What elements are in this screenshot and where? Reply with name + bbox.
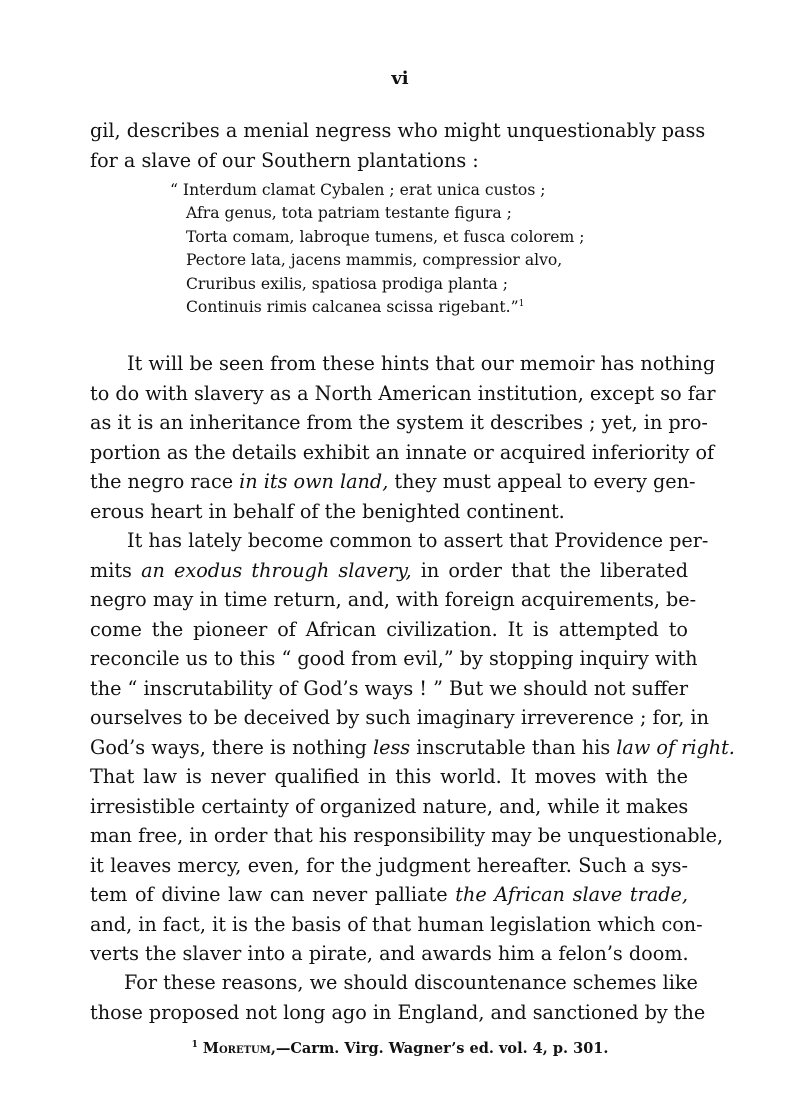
- italic-phrase: law of right.: [616, 735, 735, 759]
- italic-phrase: an exodus through slavery,: [141, 558, 412, 582]
- text-line: reconcile us to this “ good from evil,” by stopping inquiry with: [90, 647, 698, 670]
- text-line: to do with slavery as a North American institution, except so far: [90, 381, 716, 405]
- text-line: come the pioneer of African civilization. It is attempted to: [90, 617, 688, 641]
- italic-phrase: less: [372, 735, 411, 759]
- text-line: For these reasons, we should discountenance schemes like: [124, 971, 698, 994]
- text-line: It will be seen from these hints that our memoir has nothing: [127, 352, 716, 375]
- text-line: ourselves to be deceived by such imaginary irreverence ; for, in: [90, 706, 709, 729]
- footnote-source: Moretum,: [202, 1040, 276, 1057]
- text-run: mits: [90, 558, 142, 582]
- text-line: as it is an inheritance from the system it describes ; yet, in pro-: [90, 411, 708, 434]
- italic-phrase: the African slave trade,: [455, 883, 688, 906]
- paragraph-memoir: [90, 349, 716, 526]
- text-line: portion as the details exhibit an innate or acquired inferiority of: [90, 440, 715, 464]
- text-line: [90, 467, 696, 497]
- text-line: [90, 733, 735, 763]
- quote-line: Afra genus, tota patriam testante figura ;: [186, 204, 512, 223]
- text-run: in order that the liberated: [411, 558, 688, 582]
- text-line: and, in fact, it is the basis of that human legislation which con-: [90, 912, 703, 936]
- quote-line: [170, 296, 590, 319]
- quote-line: Cruribus exilis, spatiosa prodiga planta ;: [186, 274, 509, 293]
- footnote-reference: 1: [518, 299, 525, 310]
- quote-line: “ Interdum clamat Cybalen ; erat unica custos ;: [170, 181, 546, 199]
- text-line: irresistible certainty of organized nature, and, while it makes: [90, 794, 689, 818]
- text-run: they must appeal to every gen-: [388, 470, 696, 493]
- footnote-marker: 1: [191, 1040, 198, 1050]
- text-line: it leaves mercy, even, for the judgment hereafter. Such a sys-: [90, 853, 688, 877]
- text-run: the negro race: [90, 470, 240, 493]
- text-run: tem of divine law can never palliate: [90, 883, 456, 906]
- latin-quotation: [170, 179, 590, 319]
- text-line: the “ inscrutability of God’s ways ! ” But we should not suffer: [90, 676, 688, 700]
- text-line: It has lately become common to assert that Providence per-: [127, 529, 709, 552]
- quote-line: Torta comam, labroque tumens, et fusca colorem ;: [186, 227, 585, 246]
- italic-phrase: in its own land,: [239, 470, 389, 493]
- text-line: those proposed not long ago in England, and sanctioned by the: [90, 1000, 706, 1024]
- page-number: vi: [391, 68, 409, 89]
- text-line: erous heart in behalf of the benighted continent.: [90, 499, 565, 523]
- text-line: That law is never qualified in this world. It moves with the: [90, 765, 688, 788]
- text-line: [90, 556, 688, 586]
- text-line: gil, describes a menial negress who might unquestionably pass: [90, 119, 706, 142]
- text-line: verts the slaver into a pirate, and awards him a felon’s doom.: [90, 942, 689, 965]
- intro-paragraph: [90, 116, 706, 175]
- text-line: [90, 880, 688, 910]
- text-line: negro may in time return, and, with foreign acquirements, be-: [90, 588, 697, 611]
- footnote-text: —Carm. Virg. Wagner’s ed. vol. 4, p. 301.: [275, 1040, 609, 1057]
- text-run: God’s ways, there is nothing: [90, 735, 373, 759]
- text-line: for a slave of our Southern plantations :: [90, 148, 479, 172]
- text-run: inscrutable than his: [410, 735, 617, 759]
- paragraph-reasons: [90, 968, 706, 1027]
- text-line: man free, in order that his responsibility may be unquestionable,: [90, 824, 724, 847]
- quote-line-text: Continuis rimis calcanea scissa rigebant.”: [186, 298, 519, 317]
- quote-line: Pectore lata, jacens mammis, compressior alvo,: [186, 251, 563, 270]
- paragraph-providence: [90, 526, 735, 969]
- footnote: [0, 1040, 800, 1057]
